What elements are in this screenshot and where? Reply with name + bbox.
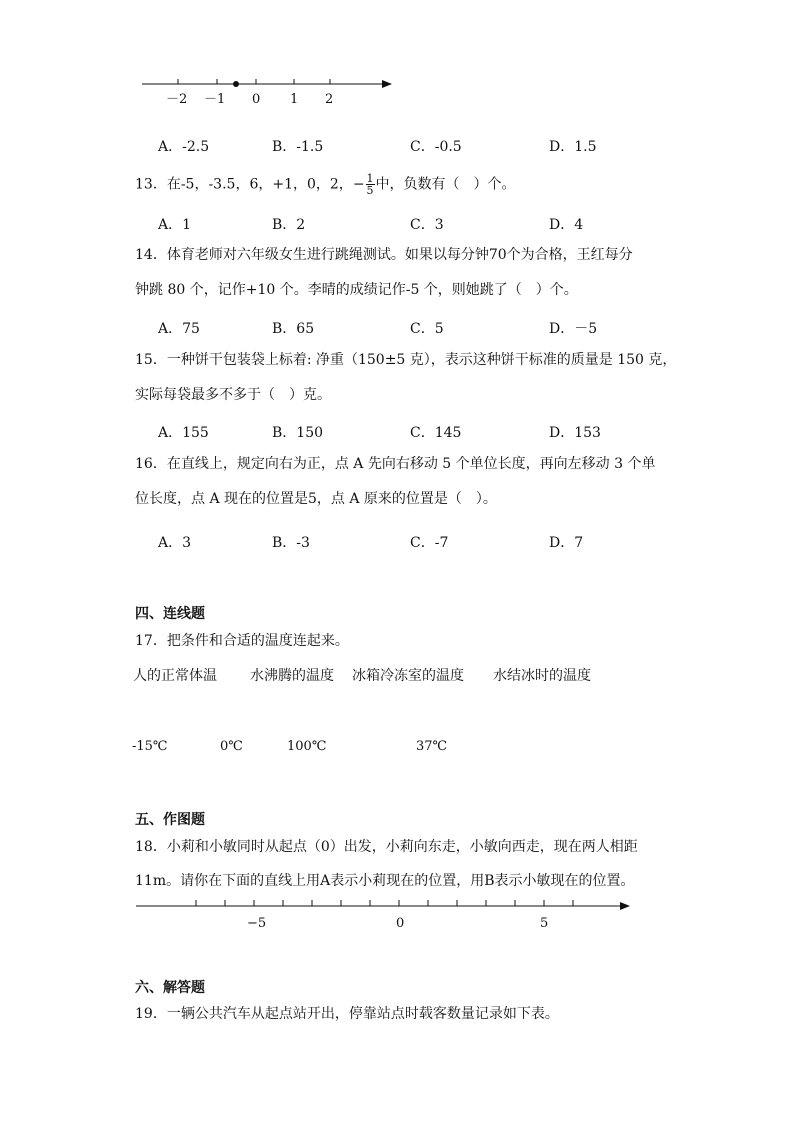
q14-option-c: C．5 — [410, 321, 444, 337]
q15-option-d: D．153 — [549, 425, 601, 441]
q13-suffix: 中，负数有（ ）个。 — [375, 176, 516, 193]
q13-neg-sign: − — [352, 176, 365, 193]
section-4-title: 四、连线题 — [135, 606, 205, 622]
q14-stem-line1: 14．体育老师对六年级女生进行跳绳测试。如果以每分钟70个为合格，王红每分 — [135, 247, 633, 263]
q18-stem-line1: 18．小莉和小敏同时从起点（0）出发，小莉向东走，小敏向西走，现在两人相距 — [135, 839, 638, 855]
q14-option-a: A．75 — [158, 321, 200, 337]
q13-option-d: D．4 — [549, 217, 584, 233]
tick-label: 0 — [252, 92, 261, 107]
q13-option-a: A．1 — [158, 217, 192, 233]
q15-stem-line1: 15．一种饼干包装袋上标着: 净重（150±5 克），表示这种饼干标准的质量是 150 克， — [135, 352, 677, 368]
temperature-label: -15℃ — [132, 739, 168, 754]
q13-stem — [135, 173, 516, 196]
q16-stem-line2: 位长度，点 A 现在的位置是5，点 A 原来的位置是（ ）。 — [135, 491, 497, 507]
q17-stem: 17．把条件和合适的温度连起来。 — [135, 633, 349, 649]
axis-arrow — [620, 902, 630, 910]
q12-option-a: A．-2.5 — [158, 139, 210, 155]
condition-label: 冰箱冷冻室的温度 — [352, 668, 464, 684]
fraction-numerator: 1 — [366, 172, 374, 185]
number-line-q18 — [130, 895, 640, 935]
q14-stem-line2: 钟跳 80 个，记作+10 个。李晴的成绩记作-5 个，则她跳了（ ）个。 — [135, 282, 578, 298]
q13-fraction — [366, 173, 375, 196]
q13-option-c: C．3 — [410, 217, 444, 233]
q13-prefix: 13．在-5，-3.5，6，+1，0，2， — [135, 176, 353, 193]
axis-arrow — [382, 80, 392, 88]
q15-option-a: A．155 — [158, 425, 209, 441]
q14-option-b: B．65 — [272, 321, 315, 337]
tick-label: －2 — [166, 92, 188, 107]
q16-option-a: A．3 — [158, 535, 192, 551]
condition-label: 人的正常体温 — [133, 668, 217, 684]
tick-label: −5 — [247, 916, 267, 931]
q12-option-b: B．-1.5 — [272, 139, 324, 155]
q14-option-d: D．－5 — [549, 321, 598, 337]
section-5-title: 五、作图题 — [135, 812, 205, 828]
q13-option-b: B．2 — [272, 217, 306, 233]
q12-option-c: C．-0.5 — [410, 139, 462, 155]
q16-option-c: C．-7 — [410, 535, 449, 551]
tick-label: 2 — [325, 92, 334, 107]
q12-option-d: D．1.5 — [549, 139, 597, 155]
q18-stem-line2: 11m。请你在下面的直线上用A表示小莉现在的位置，用B表示小敏现在的位置。 — [135, 873, 635, 889]
temperature-label: 37℃ — [416, 739, 448, 754]
section-6-title: 六、解答题 — [135, 980, 205, 996]
tick-label: 1 — [290, 92, 299, 107]
q19-stem: 19．一辆公共汽车从起点站开出，停靠站点时载客数量记录如下表。 — [135, 1006, 559, 1022]
point-marker — [233, 81, 239, 87]
q16-option-b: B．-3 — [272, 535, 310, 551]
q15-stem-line2: 实际每袋最多不多于（ ）克。 — [135, 387, 331, 403]
tick-label: 0 — [396, 916, 405, 931]
q16-option-d: D．7 — [549, 535, 584, 551]
q15-option-c: C．145 — [410, 425, 462, 441]
q16-stem-line1: 16．在直线上，规定向右为正，点 A 先向右移动 5 个单位长度，再向左移动 3 个单 — [135, 456, 656, 472]
tick-label: 5 — [540, 916, 549, 931]
temperature-label: 0℃ — [220, 739, 243, 754]
fraction-denominator: 5 — [366, 184, 374, 197]
condition-label: 水结冰时的温度 — [493, 668, 591, 684]
q15-option-b: B．150 — [272, 425, 324, 441]
tick-label: －1 — [204, 92, 226, 107]
condition-label: 水沸腾的温度 — [250, 668, 334, 684]
temperature-label: 100℃ — [287, 739, 327, 754]
number-line-q12 — [130, 72, 400, 112]
